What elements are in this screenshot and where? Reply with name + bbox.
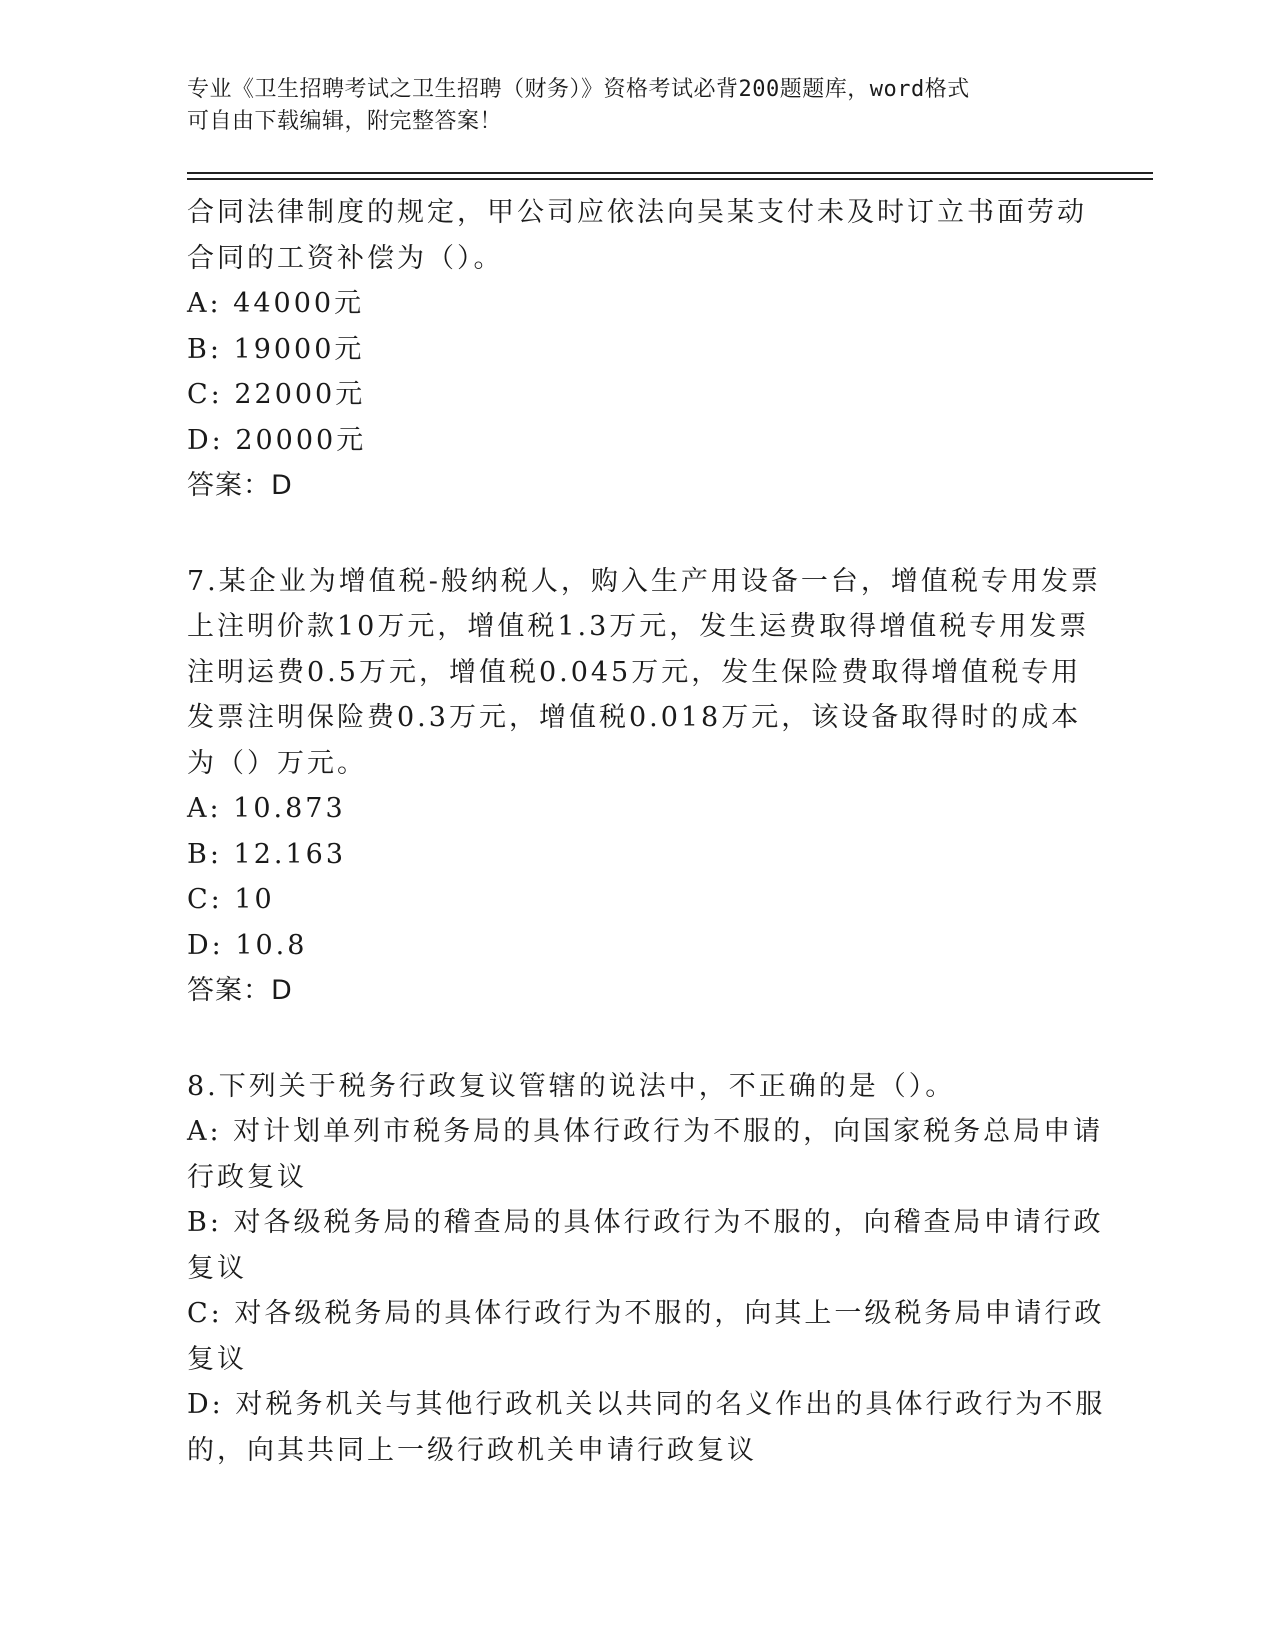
q7-answer: 答案：D <box>187 975 293 1006</box>
q6-answer: 答案：D <box>187 470 293 501</box>
q8-option-c-line-1: C: 对各级税务局的具体行政行为不服的，向其上一级税务局申请行政 <box>187 1298 1105 1329</box>
header-rule-top <box>187 172 1153 174</box>
spacer <box>187 1014 1087 1064</box>
question-6 <box>187 190 1087 509</box>
question-content <box>187 190 1106 1473</box>
q7-option-b: B: 12.163 <box>187 838 346 870</box>
document-header <box>187 74 1077 138</box>
q8-option-c-line-2: 复议 <box>187 1343 247 1375</box>
header-title-line-1: 专业《卫生招聘考试之卫生招聘（财务）》资格考试必背200题题库，word格式 <box>187 77 970 102</box>
q8-stem: 8.下列关于税务行政复议管辖的说法中，不正确的是（）。 <box>187 1070 956 1102</box>
q8-option-d-line-1: D: 对税务机关与其他行政机关以共同的名义作出的具体行政行为不服 <box>187 1389 1106 1420</box>
q6-stem-line-1: 合同法律制度的规定，甲公司应依法向吴某支付未及时订立书面劳动 <box>187 197 1087 228</box>
q7-option-a: A: 10.873 <box>187 793 346 824</box>
q6-option-d: D: 20000元 <box>187 424 367 456</box>
q7-option-c: C: 10 <box>187 884 275 915</box>
q7-stem-line-5: 为（）万元。 <box>187 747 367 779</box>
q6-option-b: B: 19000元 <box>187 333 365 365</box>
q8-option-a-line-2: 行政复议 <box>187 1161 307 1193</box>
q7-stem-line-3: 注明运费0.5万元，增值税0.045万元，发生保险费取得增值税专用 <box>187 656 1082 688</box>
header-rule-bottom <box>187 178 1153 180</box>
spacer <box>187 509 1087 559</box>
q8-option-a-line-1: A: 对计划单列市税务局的具体行政行为不服的，向国家税务总局申请 <box>187 1116 1104 1147</box>
question-7 <box>187 559 1101 1014</box>
q7-stem-line-2: 上注明价款10万元，增值税1.3万元，发生运费取得增值税专用发票 <box>187 611 1090 642</box>
q8-option-b-line-1: B: 对各级税务局的稽查局的具体行政行为不服的，向稽查局申请行政 <box>187 1207 1104 1238</box>
q6-option-c: C: 22000元 <box>187 379 366 410</box>
q7-stem-line-4: 发票注明保险费0.3万元，增值税0.018万元，该设备取得时的成本 <box>187 702 1082 733</box>
q6-option-a: A: 44000元 <box>187 288 365 319</box>
question-8 <box>187 1064 1106 1474</box>
q8-option-d-line-2: 的，向其共同上一级行政机关申请行政复议 <box>187 1434 757 1466</box>
q7-stem-line-1: 7.某企业为增值税-般纳税人，购入生产用设备一台，增值税专用发票 <box>187 565 1101 597</box>
q7-option-d: D: 10.8 <box>187 929 308 961</box>
q6-stem-line-2: 合同的工资补偿为（）。 <box>187 242 504 274</box>
header-title-line-2: 可自由下载编辑，附完整答案！ <box>187 109 503 134</box>
q8-option-b-line-2: 复议 <box>187 1252 247 1284</box>
